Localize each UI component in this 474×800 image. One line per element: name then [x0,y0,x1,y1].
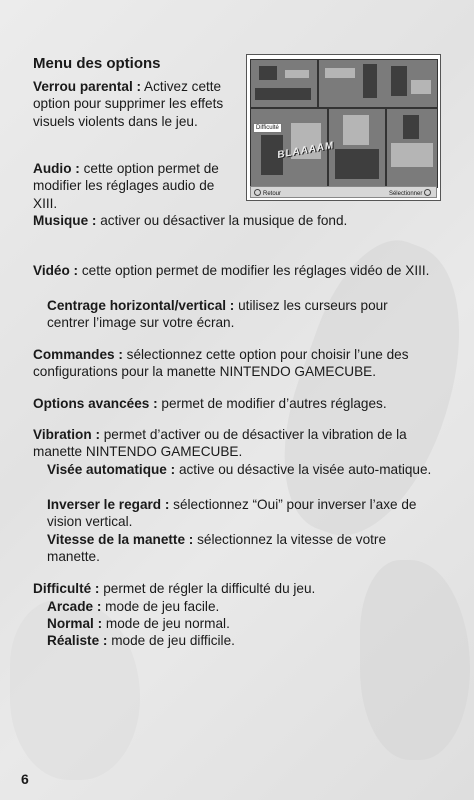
option-avancees [33,395,453,412]
term-description: sélectionnez la vitesse de votre manette. [47,532,387,565]
page-number: 6 [21,771,29,787]
option-arcade [47,598,427,615]
term-description: permet d’activer ou de désactiver la vibration de la manette NINTENDO GAMECUBE. [33,427,407,460]
term-label: Arcade : [47,599,102,614]
comic-panel [318,59,438,108]
a-button-icon [424,189,431,196]
term-label: Musique : [33,213,97,228]
option-video [33,262,433,279]
term-label: Vitesse de la manette : [47,532,194,547]
term-label: Vibration : [33,427,100,442]
term-label: Vidéo : [33,263,79,278]
term-description: activer ou désactiver la musique de fond. [96,213,348,228]
term-description: permet de modifier d’autres réglages. [157,396,387,411]
button-prompt-bar [250,186,437,198]
term-label: Commandes : [33,347,123,362]
option-normal [47,615,427,632]
term-label: Verrou parental : [33,79,142,94]
select-prompt [389,189,433,198]
term-label: Difficulté : [33,581,100,596]
term-description: cette option permet de modifier les réglages audio de XIII. [33,161,219,211]
term-description: cette option permet de modifier les réglages vidéo de XIII. [78,263,430,278]
comic-panel [386,108,438,188]
term-description: sélectionnez “Oui” pour inverser l’axe de vision vertical. [47,497,417,530]
term-description: mode de jeu difficile. [107,633,235,648]
back-label: Retour [263,191,282,197]
term-label: Audio : [33,161,80,176]
option-vitesse-manette [47,531,427,566]
option-visee-automatique [47,461,437,478]
term-description: Activez cette option pour supprimer les effets visuels violents dans le jeu. [33,79,224,129]
term-label: Options avancées : [33,396,158,411]
option-verrou-parental [33,78,238,130]
game-screenshot [246,54,441,201]
term-description: mode de jeu facile. [101,599,220,614]
option-difficulte [33,580,453,597]
option-vibration [33,426,448,461]
option-musique [33,212,453,229]
term-description: mode de jeu normal. [102,616,230,631]
term-description: active ou désactive la visée auto-matique. [175,462,432,477]
difficulty-label: Difficulté [253,123,282,133]
back-prompt [254,189,281,198]
select-label: Sélectionner [388,191,423,197]
term-label: Visée automatique : [47,462,176,477]
page-title: Menu des options [33,55,161,72]
comic-panel [328,108,386,188]
comic-sound-effect: BLAAAAM [276,140,336,161]
term-description: sélectionnez cette option pour choisir l’une des configurations pour la manette NINTENDO GAMECUBE. [33,347,409,380]
b-button-icon [254,189,261,196]
term-label: Inverser le regard : [47,497,170,512]
term-description: permet de régler la difficulté du jeu. [99,581,316,596]
term-label: Centrage horizontal/vertical : [47,298,235,313]
option-commandes [33,346,448,381]
term-description: utilisez les curseurs pour centrer l’image sur votre écran. [47,298,388,331]
term-label: Réaliste : [47,633,108,648]
option-centrage [47,297,432,332]
option-inverser-regard [47,496,442,531]
option-realiste [47,632,427,649]
comic-panel [250,59,318,108]
option-audio [33,160,238,212]
term-label: Normal : [47,616,103,631]
